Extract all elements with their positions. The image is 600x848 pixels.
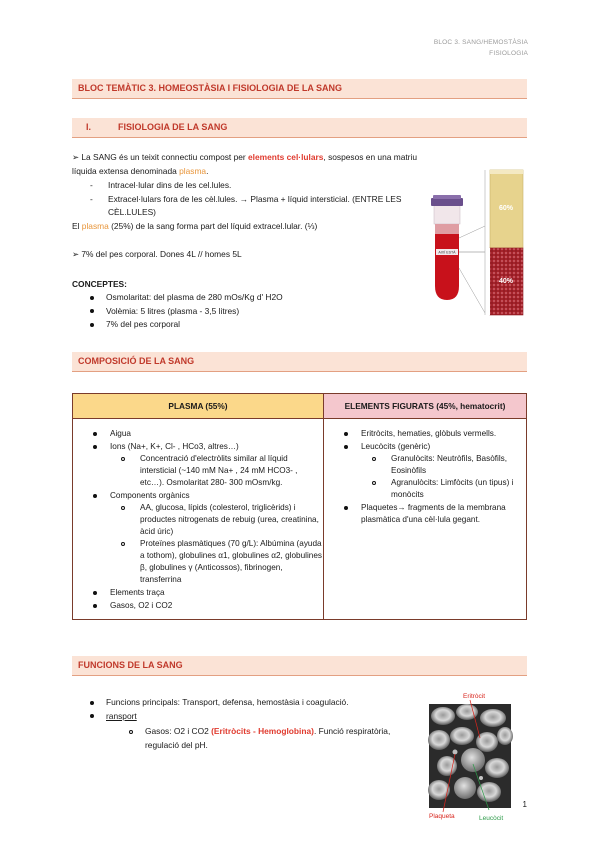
sub-list-item bbox=[361, 477, 525, 501]
bloc-title-band bbox=[72, 79, 527, 99]
cells-percent: 40% bbox=[498, 278, 514, 285]
transport-label: ransport bbox=[106, 710, 137, 721]
sub-list-item-text: Proteïnes plasmàtiques (70 g/L): Albúmina (ayuda a tothom), globulines α1, globulines α2, globulines β, globulines γ (Anticossos), fibrinogen, transferrina bbox=[140, 539, 322, 584]
sub-list-item-text: Agranulòcits: Limfòcits (un tipus) i monòcits bbox=[391, 478, 514, 499]
page-number: 1 bbox=[522, 800, 527, 809]
concepts-list bbox=[90, 291, 410, 332]
list-item-text: Elements traça bbox=[110, 588, 165, 597]
list-item bbox=[325, 502, 525, 526]
dash-list bbox=[90, 179, 415, 220]
list-item bbox=[74, 600, 322, 612]
sub-list-item bbox=[110, 502, 322, 538]
intro-text-1: ➢ La SANG és un teixit connectiu compost per bbox=[72, 152, 248, 162]
composition-title: COMPOSICIÓ DE LA SANG bbox=[78, 356, 195, 366]
plasma-line-post: (25%) de la sang forma part del líquid extracel.lular. (⅓) bbox=[108, 221, 318, 231]
intro-paragraph bbox=[72, 151, 422, 178]
dash-item: - Intracel·lular dins de les cel.lules. bbox=[90, 180, 232, 190]
composition-table bbox=[72, 393, 527, 620]
list-item bbox=[325, 441, 525, 501]
table-header-row bbox=[73, 394, 527, 419]
erythrocyte-label: Eritròcit bbox=[463, 693, 486, 700]
sub-list-item bbox=[361, 453, 525, 477]
concept-text: Volèmia: 5 litres (plasma - 3,5 litres) bbox=[106, 305, 240, 316]
section-number: I. bbox=[86, 122, 92, 132]
plasma-line-word: plasma bbox=[81, 221, 109, 231]
list-item-text: Plaquetes→ fragments de la membrana plasmàtica d'una cèl·lula gegant. bbox=[361, 503, 506, 524]
elements-column-header: ELEMENTS FIGURATS (45%, hematocrit) bbox=[324, 394, 527, 419]
list-item-text: Gasos, O2 i CO2 bbox=[110, 601, 173, 610]
gas-text-red: (Eritròcits - Hemoglobina) bbox=[211, 726, 314, 736]
sub-list-item-text: AA, glucosa, lípids (colesterol, triglicèrids) i productes nitrogenats de rebuig (urea, creatinina, àcid úric) bbox=[140, 503, 319, 536]
concept-item bbox=[90, 291, 410, 305]
gas-text-pre: Gasos: O2 i CO2 bbox=[145, 726, 212, 736]
leukocyte-label: Leucòcit bbox=[479, 815, 504, 822]
list-item bbox=[74, 441, 322, 489]
platelet-label: Plaqueta bbox=[429, 813, 455, 820]
list-item-text: Aigua bbox=[110, 429, 131, 438]
list-item-text: Components orgànics bbox=[110, 491, 190, 500]
sub-list-item-text: Concentració d'electròlits similar al líquid intersticial (~140 mM Na+ , 24 mM HCO3- , etc…). Osmolaritat 280- 300 mOsm/kg. bbox=[140, 454, 298, 487]
functions-title-band bbox=[72, 656, 527, 676]
functions-list bbox=[90, 696, 420, 723]
sub-list-item bbox=[110, 453, 322, 489]
concept-item bbox=[90, 305, 410, 319]
tube-tag: AIXÍ ESTÀ bbox=[438, 250, 456, 255]
plasma-percent: 60% bbox=[498, 205, 514, 212]
intro-text-2: , sospesos en una matriu líquida extensa denominada bbox=[72, 152, 417, 176]
intro-cell-elements: elements cel·lulars bbox=[248, 152, 324, 162]
plasma-cell bbox=[73, 419, 324, 620]
list-item bbox=[325, 428, 525, 440]
weight-line: ➢ 7% del pes corporal. Dones 4L // homes 5L bbox=[72, 249, 242, 259]
dash-item-text: Extracel·lulars fora de les cèl.lules. → Plasma + líquid intersticial. (ENTRE LES CÈL.LULES) bbox=[108, 193, 402, 218]
concept-text: Osmolaritat: del plasma de 280 mOs/Kg d' H2O bbox=[106, 292, 283, 302]
dash-item: - Extracel·lulars fora de les cèl.lules. → Plasma + líquid intersticial. (ENTRE LES CÈL.LULES) bbox=[90, 193, 402, 218]
section-title bbox=[72, 118, 527, 137]
functions-main-text: Funcions principals: Transport, defensa, hemostàsia i coagulació. bbox=[106, 697, 349, 707]
bloc-title: BLOC TEMÀTIC 3. HOMEOSTÀSIA I FISIOLOGIA DE LA SANG bbox=[78, 83, 343, 93]
plasma-line bbox=[72, 220, 412, 234]
intro-plasma: plasma bbox=[179, 165, 207, 176]
plasma-line-pre: El bbox=[72, 221, 82, 231]
concept-item bbox=[90, 318, 410, 332]
list-item bbox=[74, 490, 322, 586]
blood-cells-micrograph bbox=[425, 690, 517, 822]
circle-bullet bbox=[129, 730, 133, 734]
dash-item-text: Intracel·lular dins de les cel.lules. bbox=[108, 180, 232, 190]
gas-item bbox=[130, 725, 415, 752]
composition-title-band bbox=[72, 352, 527, 372]
sub-list-item bbox=[110, 538, 322, 586]
gas-text-post: . Funció respiratòria, regulació del pH. bbox=[145, 726, 391, 750]
running-header bbox=[434, 37, 528, 59]
list-item-text: Ions (Na+, K+, Cl- , HCo3, altres…) bbox=[110, 442, 239, 451]
table-body-row bbox=[73, 419, 527, 620]
list-item bbox=[90, 710, 420, 724]
concept-text: 7% del pes corporal bbox=[106, 319, 181, 330]
header-line-1: BLOC 3. SANG/HEMOSTÀSIA bbox=[433, 39, 528, 46]
concepts-title: CONCEPTES: bbox=[72, 279, 127, 289]
blood-tube-illustration bbox=[425, 168, 530, 316]
header-line-2: FISIOLOGIA bbox=[489, 50, 528, 57]
list-item-text: Eritròcits, hematies, glòbuls vermells. bbox=[361, 429, 497, 438]
intro-text-3: . bbox=[206, 165, 209, 176]
section-title-band bbox=[72, 118, 527, 138]
functions-title: FUNCIONS DE LA SANG bbox=[78, 660, 183, 670]
list-item-text: Leucòcits (genèric) bbox=[361, 442, 431, 451]
list-item bbox=[74, 428, 322, 440]
list-item bbox=[74, 587, 322, 599]
section-title-text: FISIOLOGIA DE LA SANG bbox=[118, 122, 228, 132]
elements-cell bbox=[324, 419, 527, 620]
sub-list-item-text: Granulòcits: Neutròfils, Basòfils, Eosinòfils bbox=[391, 454, 508, 475]
plasma-column-header: PLASMA (55%) bbox=[73, 394, 324, 419]
list-item bbox=[90, 696, 420, 710]
